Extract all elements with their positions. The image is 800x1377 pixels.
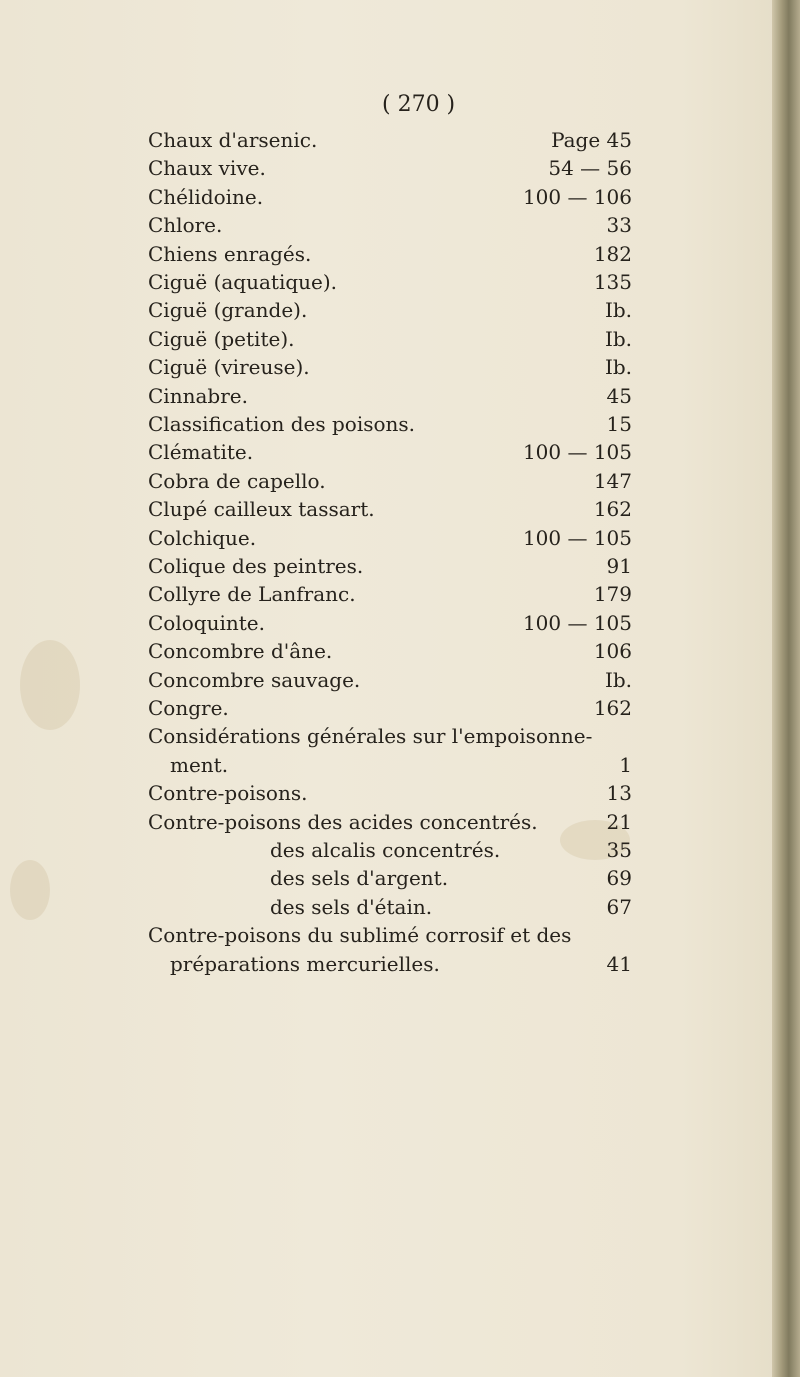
index-term: Contre-poisons du sublimé corrosif et des: [148, 923, 572, 948]
index-entry: [0, 838, 800, 866]
index-page-ref: 147: [593, 468, 632, 493]
index-term: Chiens enragés.: [148, 241, 312, 266]
index-page-ref: 182: [593, 241, 632, 266]
index-entry: [0, 156, 800, 184]
index-term: Concombre sauvage.: [148, 667, 361, 692]
index-page-ref: 91: [606, 554, 632, 578]
index-page-ref: 67: [606, 894, 632, 919]
index-entry: [0, 923, 800, 951]
index-page-ref: 179: [593, 582, 632, 607]
index-entry: [0, 724, 800, 752]
index-page-ref: 135: [593, 270, 632, 294]
index-entry: [0, 355, 800, 383]
index-entry: [0, 952, 800, 980]
index-entry: [0, 895, 800, 923]
index-term: Collyre de Lanfranc.: [148, 582, 356, 607]
index-page-ref: 106: [593, 639, 632, 664]
index-page-ref: 35: [606, 838, 632, 862]
page-number-header: ( 270 ): [382, 92, 456, 117]
index-entry: [0, 128, 800, 156]
index-entry: [0, 440, 800, 468]
index-term: Contre-poisons.: [148, 781, 308, 806]
index-page-ref: 21: [606, 809, 632, 834]
index-page-ref: 162: [593, 497, 632, 522]
index-term: Cinnabre.: [148, 383, 248, 408]
index-term: Colchique.: [148, 525, 257, 550]
index-term: Considérations générales sur l'empoisonne-: [148, 724, 593, 749]
index-term: Ciguë (petite).: [148, 326, 295, 351]
index-entry: [0, 611, 800, 639]
index-term: Chaux d'arsenic.: [148, 128, 318, 152]
index-term: Contre-poisons des acides concentrés.: [148, 809, 538, 834]
index-entry: [0, 469, 800, 497]
index-entry: [0, 696, 800, 724]
index-entry: [0, 412, 800, 440]
index-term: préparations mercurielles.: [170, 951, 440, 976]
index-entry: [0, 497, 800, 525]
index-entry: [0, 526, 800, 554]
index-term: Clupé cailleux tassart.: [148, 497, 375, 522]
index-page-ref: 100 — 105: [522, 440, 632, 465]
index-entry: [0, 327, 800, 355]
index-entry: [0, 298, 800, 326]
index-page-ref: 41: [606, 951, 632, 976]
index-term: Chaux vive.: [148, 156, 266, 181]
index-term: des sels d'étain.: [270, 894, 433, 919]
index-entry: [0, 668, 800, 696]
index-term: Concombre d'âne.: [148, 639, 333, 664]
index-page-ref: 100 — 106: [522, 184, 632, 209]
index-entry: [0, 753, 800, 781]
index-term: Coloquinte.: [148, 610, 265, 635]
index-term: des alcalis concentrés.: [270, 838, 501, 862]
index-entry: [0, 185, 800, 213]
index-page-ref: 15: [606, 412, 632, 436]
index-term: Cobra de capello.: [148, 468, 326, 493]
index-term: des sels d'argent.: [270, 866, 449, 891]
index-page-ref: Ib.: [604, 355, 632, 380]
index-entry: [0, 554, 800, 582]
index-entry: [0, 781, 800, 809]
index-page-ref: Page 45: [551, 128, 632, 152]
index-term: Ciguë (aquatique).: [148, 270, 338, 294]
index-entry: [0, 384, 800, 412]
index-page-ref: 100 — 105: [522, 610, 632, 635]
index-page-ref: 45: [606, 383, 632, 408]
index-term: ment.: [170, 752, 229, 777]
index-term: Chlore.: [148, 213, 223, 238]
index-entry: [0, 866, 800, 894]
index-page-ref: 69: [606, 866, 632, 891]
index-page-ref: Ib.: [604, 667, 632, 692]
index-term: Ciguë (grande).: [148, 298, 308, 323]
index-entry: [0, 242, 800, 270]
index-entry: [0, 270, 800, 298]
index-term: Ciguë (vireuse).: [148, 355, 310, 380]
index-page-ref: 33: [606, 213, 632, 238]
index-page-ref: 13: [606, 781, 632, 806]
index-term: Congre.: [148, 696, 229, 720]
index-page-ref: 162: [593, 696, 632, 720]
index-page-ref: 1: [619, 752, 632, 777]
index-term: Clématite.: [148, 440, 254, 465]
index-term: Chélidoine.: [148, 184, 264, 209]
index-entry: [0, 810, 800, 838]
index-entry: [0, 639, 800, 667]
index-entry: [0, 582, 800, 610]
index-term: Colique des peintres.: [148, 554, 364, 578]
index-page-ref: 100 — 105: [522, 525, 632, 550]
index-page-ref: 54 — 56: [548, 156, 632, 181]
index-page-ref: Ib.: [604, 326, 632, 351]
index-page-ref: Ib.: [604, 298, 632, 323]
index-entry: [0, 213, 800, 241]
index-term: Classification des poisons.: [148, 412, 416, 436]
